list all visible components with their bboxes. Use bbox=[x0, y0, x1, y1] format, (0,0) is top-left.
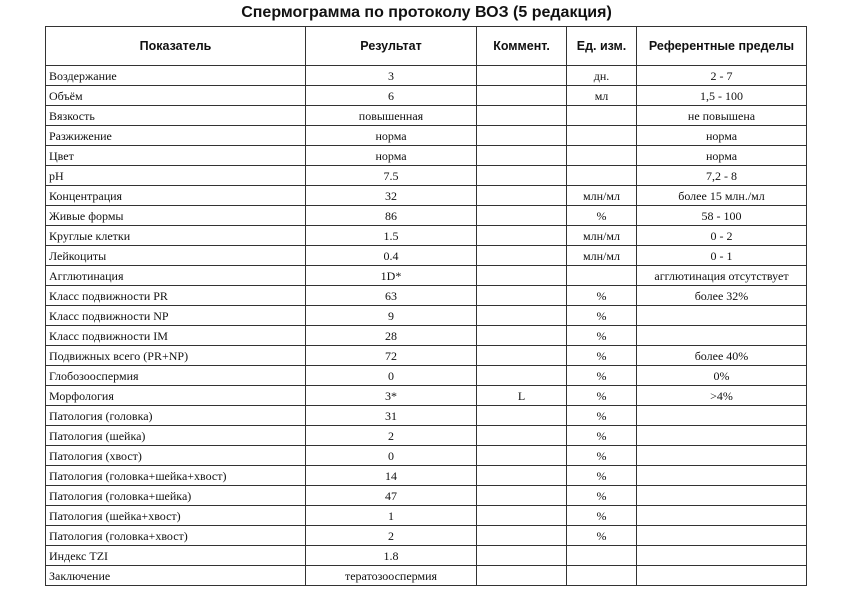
table-row bbox=[46, 226, 807, 246]
row-reference bbox=[637, 406, 807, 426]
row-result: 86 bbox=[306, 206, 477, 226]
row-result: 3* bbox=[306, 386, 477, 406]
row-reference: 7,2 - 8 bbox=[637, 166, 807, 186]
row-name: Концентрация bbox=[46, 186, 306, 206]
row-result: 7.5 bbox=[306, 166, 477, 186]
table-row bbox=[46, 146, 807, 166]
table-row bbox=[46, 186, 807, 206]
row-reference: 1,5 - 100 bbox=[637, 86, 807, 106]
row-reference bbox=[637, 546, 807, 566]
row-reference: 0 - 1 bbox=[637, 246, 807, 266]
row-name: Патология (головка) bbox=[46, 406, 306, 426]
row-result: норма bbox=[306, 146, 477, 166]
row-comment bbox=[477, 406, 567, 426]
row-reference: не повышена bbox=[637, 106, 807, 126]
row-name: Заключение bbox=[46, 566, 306, 586]
table-row bbox=[46, 106, 807, 126]
row-reference bbox=[637, 326, 807, 346]
row-reference bbox=[637, 526, 807, 546]
row-reference: >4% bbox=[637, 386, 807, 406]
row-comment bbox=[477, 166, 567, 186]
table-header-row bbox=[46, 27, 807, 66]
row-comment bbox=[477, 366, 567, 386]
row-reference bbox=[637, 566, 807, 586]
row-comment bbox=[477, 566, 567, 586]
row-unit: % bbox=[567, 366, 637, 386]
row-name: Агглютинация bbox=[46, 266, 306, 286]
row-result: 32 bbox=[306, 186, 477, 206]
table-row bbox=[46, 506, 807, 526]
row-result: 28 bbox=[306, 326, 477, 346]
header-indicator: Показатель bbox=[46, 27, 306, 66]
row-comment bbox=[477, 546, 567, 566]
row-comment bbox=[477, 146, 567, 166]
row-unit bbox=[567, 546, 637, 566]
row-result: 31 bbox=[306, 406, 477, 426]
row-reference: 2 - 7 bbox=[637, 66, 807, 86]
row-name: Цвет bbox=[46, 146, 306, 166]
table-row bbox=[46, 466, 807, 486]
row-name: Глобозооспермия bbox=[46, 366, 306, 386]
spermogram-table bbox=[45, 26, 807, 586]
row-name: Индекс TZI bbox=[46, 546, 306, 566]
table-row bbox=[46, 306, 807, 326]
row-reference bbox=[637, 466, 807, 486]
row-comment bbox=[477, 246, 567, 266]
row-unit bbox=[567, 266, 637, 286]
row-name: Класс подвижности NP bbox=[46, 306, 306, 326]
row-comment bbox=[477, 486, 567, 506]
row-reference: более 32% bbox=[637, 286, 807, 306]
row-reference bbox=[637, 446, 807, 466]
row-unit: % bbox=[567, 406, 637, 426]
row-unit: % bbox=[567, 486, 637, 506]
row-name: Разжижение bbox=[46, 126, 306, 146]
row-unit bbox=[567, 146, 637, 166]
document-title: Спермограмма по протоколу ВОЗ (5 редакция) bbox=[241, 4, 612, 21]
table-row bbox=[46, 566, 807, 586]
row-comment bbox=[477, 106, 567, 126]
row-result: 0.4 bbox=[306, 246, 477, 266]
row-name: Морфология bbox=[46, 386, 306, 406]
table-row bbox=[46, 346, 807, 366]
row-unit: % bbox=[567, 526, 637, 546]
row-comment bbox=[477, 346, 567, 366]
row-comment bbox=[477, 506, 567, 526]
table-row bbox=[46, 386, 807, 406]
row-reference bbox=[637, 506, 807, 526]
row-result: норма bbox=[306, 126, 477, 146]
row-result: 9 bbox=[306, 306, 477, 326]
row-reference: более 40% bbox=[637, 346, 807, 366]
row-reference: агглютинация отсутствует bbox=[637, 266, 807, 286]
row-comment bbox=[477, 206, 567, 226]
row-result: 1D* bbox=[306, 266, 477, 286]
row-result: повышенная bbox=[306, 106, 477, 126]
row-name: Подвижных всего (PR+NP) bbox=[46, 346, 306, 366]
table-row bbox=[46, 286, 807, 306]
row-name: Патология (головка+шейка) bbox=[46, 486, 306, 506]
row-unit: % bbox=[567, 286, 637, 306]
row-name: Круглые клетки bbox=[46, 226, 306, 246]
row-reference: 58 - 100 bbox=[637, 206, 807, 226]
row-comment: L bbox=[477, 386, 567, 406]
row-name: Патология (шейка) bbox=[46, 426, 306, 446]
row-comment bbox=[477, 86, 567, 106]
row-unit: млн/мл bbox=[567, 226, 637, 246]
table-row bbox=[46, 86, 807, 106]
row-comment bbox=[477, 466, 567, 486]
row-result: 63 bbox=[306, 286, 477, 306]
row-result: тератозооспермия bbox=[306, 566, 477, 586]
row-comment bbox=[477, 266, 567, 286]
row-name: Воздержание bbox=[46, 66, 306, 86]
row-comment bbox=[477, 326, 567, 346]
row-name: Объём bbox=[46, 86, 306, 106]
row-name: Патология (головка+хвост) bbox=[46, 526, 306, 546]
table-row bbox=[46, 206, 807, 226]
row-result: 3 bbox=[306, 66, 477, 86]
row-reference: норма bbox=[637, 146, 807, 166]
table-row bbox=[46, 166, 807, 186]
header-comment: Коммент. bbox=[477, 27, 567, 66]
row-unit: мл bbox=[567, 86, 637, 106]
row-unit bbox=[567, 566, 637, 586]
row-comment bbox=[477, 186, 567, 206]
row-reference bbox=[637, 306, 807, 326]
row-comment bbox=[477, 126, 567, 146]
row-name: Живые формы bbox=[46, 206, 306, 226]
row-result: 0 bbox=[306, 366, 477, 386]
header-result: Результат bbox=[306, 27, 477, 66]
row-result: 14 bbox=[306, 466, 477, 486]
row-comment bbox=[477, 226, 567, 246]
row-reference bbox=[637, 486, 807, 506]
row-name: Патология (хвост) bbox=[46, 446, 306, 466]
row-comment bbox=[477, 66, 567, 86]
row-result: 72 bbox=[306, 346, 477, 366]
row-result: 47 bbox=[306, 486, 477, 506]
row-comment bbox=[477, 286, 567, 306]
row-unit: % bbox=[567, 426, 637, 446]
row-unit: % bbox=[567, 466, 637, 486]
row-name: Класс подвижности PR bbox=[46, 286, 306, 306]
row-comment bbox=[477, 446, 567, 466]
header-reference: Референтные пределы bbox=[637, 27, 807, 66]
row-name: pH bbox=[46, 166, 306, 186]
row-unit: млн/мл bbox=[567, 246, 637, 266]
row-name: Патология (головка+шейка+хвост) bbox=[46, 466, 306, 486]
row-unit: % bbox=[567, 206, 637, 226]
row-reference: 0 - 2 bbox=[637, 226, 807, 246]
table-row bbox=[46, 546, 807, 566]
row-unit: % bbox=[567, 506, 637, 526]
row-result: 1 bbox=[306, 506, 477, 526]
row-result: 2 bbox=[306, 426, 477, 446]
row-result: 1.5 bbox=[306, 226, 477, 246]
row-unit: млн/мл bbox=[567, 186, 637, 206]
row-unit bbox=[567, 106, 637, 126]
row-comment bbox=[477, 526, 567, 546]
row-unit: % bbox=[567, 386, 637, 406]
row-comment bbox=[477, 306, 567, 326]
row-result: 1.8 bbox=[306, 546, 477, 566]
row-name: Класс подвижности IM bbox=[46, 326, 306, 346]
row-reference: норма bbox=[637, 126, 807, 146]
row-unit bbox=[567, 126, 637, 146]
table-row bbox=[46, 446, 807, 466]
table-row bbox=[46, 366, 807, 386]
row-name: Патология (шейка+хвост) bbox=[46, 506, 306, 526]
row-name: Вязкость bbox=[46, 106, 306, 126]
table-row bbox=[46, 426, 807, 446]
row-unit: % bbox=[567, 346, 637, 366]
row-unit: % bbox=[567, 306, 637, 326]
row-result: 2 bbox=[306, 526, 477, 546]
row-comment bbox=[477, 426, 567, 446]
row-reference: более 15 млн./мл bbox=[637, 186, 807, 206]
row-name: Лейкоциты bbox=[46, 246, 306, 266]
row-unit: % bbox=[567, 446, 637, 466]
row-reference: 0% bbox=[637, 366, 807, 386]
row-result: 0 bbox=[306, 446, 477, 466]
row-result: 6 bbox=[306, 86, 477, 106]
table-row bbox=[46, 406, 807, 426]
table-row bbox=[46, 266, 807, 286]
table-row bbox=[46, 486, 807, 506]
row-reference bbox=[637, 426, 807, 446]
table-row bbox=[46, 326, 807, 346]
table-row bbox=[46, 526, 807, 546]
table-row bbox=[46, 126, 807, 146]
row-unit: % bbox=[567, 326, 637, 346]
row-unit: дн. bbox=[567, 66, 637, 86]
row-unit bbox=[567, 166, 637, 186]
table-row bbox=[46, 246, 807, 266]
header-unit: Ед. изм. bbox=[567, 27, 637, 66]
table-row bbox=[46, 66, 807, 86]
